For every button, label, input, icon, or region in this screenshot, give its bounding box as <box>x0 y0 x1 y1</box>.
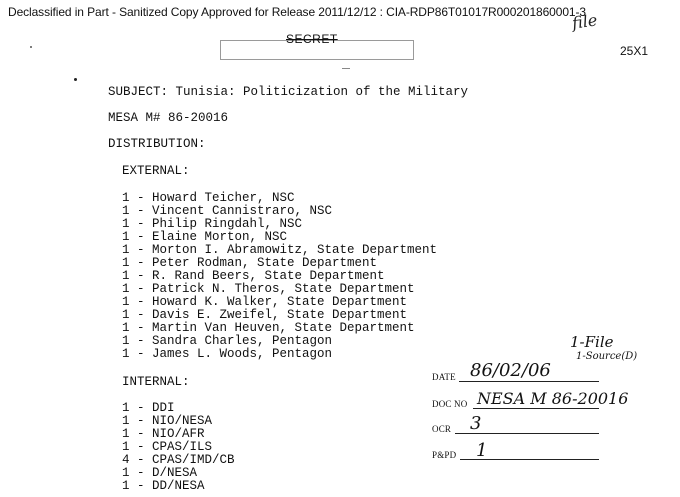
doc-no-label: DOC NO <box>432 399 468 409</box>
pnpd-label: P&PD <box>432 450 457 460</box>
list-item: 1 - Patrick N. Theros, State Department <box>122 282 415 296</box>
ocr-label: OCR <box>432 424 452 434</box>
list-item: 1 - Sandra Charles, Pentagon <box>122 334 333 348</box>
sanitization-code: 25X1 <box>620 44 649 58</box>
divider-mark <box>342 68 350 69</box>
list-item: 1 - R. Rand Beers, State Department <box>122 269 385 283</box>
internal-heading: INTERNAL: <box>122 375 190 389</box>
list-item: 1 - Davis E. Zweifel, State Department <box>122 308 408 322</box>
list-item: 1 - NIO/NESA <box>122 414 213 428</box>
list-item: 1 - Vincent Cannistraro, NSC <box>122 204 333 218</box>
speck-mark <box>30 46 32 48</box>
date-label: DATE <box>432 372 456 382</box>
list-item: 1 - Howard K. Walker, State Department <box>122 295 408 309</box>
list-item: 4 - CPAS/IMD/CB <box>122 453 235 467</box>
pnpd-value: 1 <box>476 440 488 461</box>
list-item: 1 - Peter Rodman, State Department <box>122 256 378 270</box>
list-item: 1 - CPAS/ILS <box>122 440 213 454</box>
list-item: 1 - NIO/AFR <box>122 427 205 441</box>
handwritten-source-annotation: 1-Source(D) <box>576 351 638 362</box>
doc-no-value: NESA M 86-20016 <box>477 389 629 408</box>
date-value: 86/02/06 <box>470 360 551 381</box>
external-heading: EXTERNAL: <box>122 164 190 178</box>
distribution-heading: DISTRIBUTION: <box>108 137 206 151</box>
list-item: 1 - Morton I. Abramowitz, State Department <box>122 243 438 257</box>
internal-distribution-list <box>122 402 235 493</box>
list-item: 1 - DD/NESA <box>122 479 205 493</box>
list-item: 1 - DDI <box>122 401 175 415</box>
speck-mark <box>74 78 77 81</box>
declassification-header: Declassified in Part - Sanitized Copy Approved for Release 2011/12/12 : CIA-RDP86T01017R000201860001-3 <box>8 5 586 19</box>
external-distribution-list <box>122 192 437 361</box>
date-underline <box>459 381 599 382</box>
mesa-number: MESA M# 86-20016 <box>108 111 229 125</box>
ocr-value: 3 <box>470 413 482 434</box>
list-item: 1 - Elaine Morton, NSC <box>122 230 288 244</box>
list-item: 1 - Philip Ringdahl, NSC <box>122 217 303 231</box>
handwritten-file-note: file <box>570 10 599 33</box>
list-item: 1 - D/NESA <box>122 466 198 480</box>
doc-no-underline <box>473 408 599 409</box>
list-item: 1 - Howard Teicher, NSC <box>122 191 295 205</box>
list-item: 1 - Martin Van Heuven, State Department <box>122 321 415 335</box>
handwritten-file-annotation: 1-File <box>570 333 614 351</box>
subject-line: SUBJECT: Tunisia: Politicization of the Military <box>108 85 469 99</box>
list-item: 1 - James L. Woods, Pentagon <box>122 347 333 361</box>
classification-label: SECRET <box>286 32 338 46</box>
